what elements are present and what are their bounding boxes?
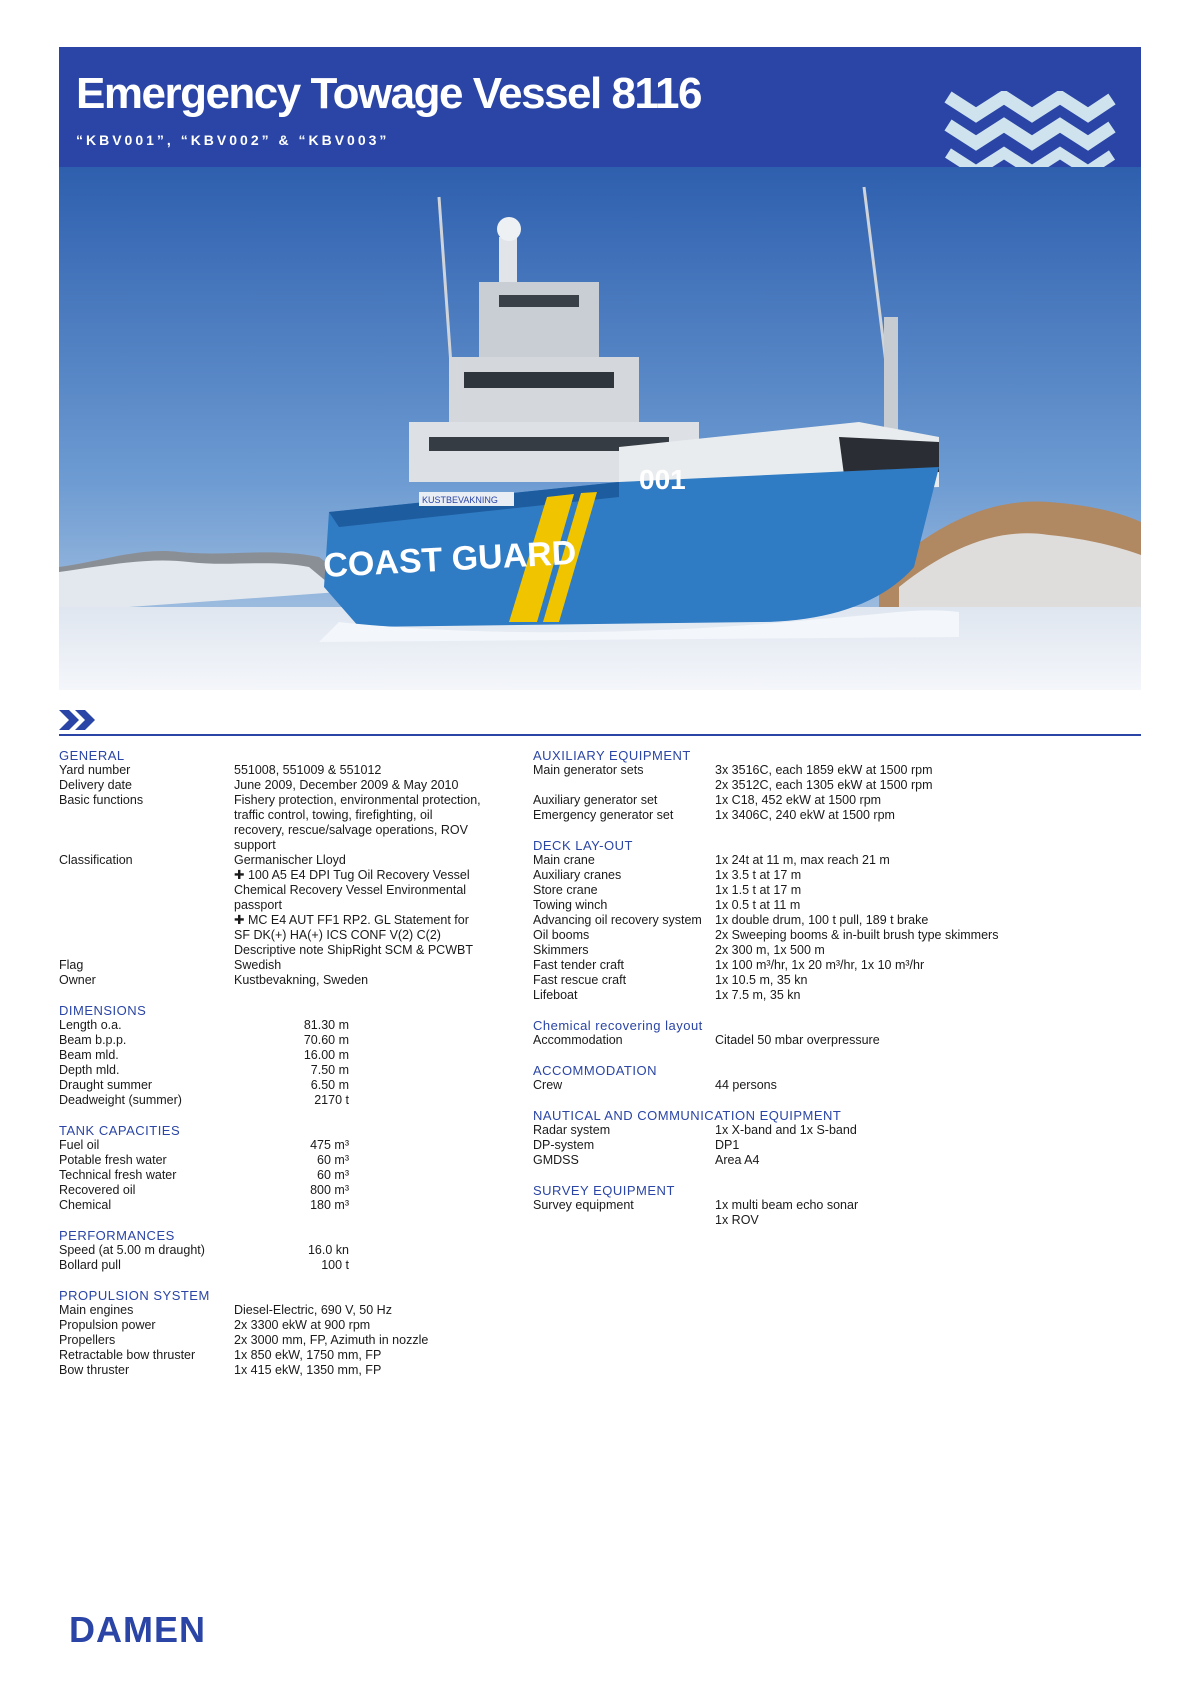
spec-label: Classification <box>59 853 133 867</box>
section-nautical <box>533 1108 1133 1168</box>
chevron-double-icon <box>59 708 99 732</box>
spec-row <box>59 1153 529 1168</box>
spec-label: Oil booms <box>533 928 590 942</box>
spec-value: 475 m³ <box>310 1138 349 1152</box>
spec-row <box>59 1033 529 1048</box>
spec-row <box>533 808 1133 823</box>
left-column <box>59 748 529 1393</box>
spec-label: Auxiliary cranes <box>533 868 622 882</box>
spec-row <box>533 973 1133 988</box>
hull-text: COAST GUARD <box>322 533 578 585</box>
spec-value: 2x 3300 ekW at 900 rpm <box>234 1318 371 1332</box>
section-divider <box>59 734 1141 736</box>
section-title: Chemical recovering layout <box>533 1018 703 1033</box>
spec-label: Delivery date <box>59 778 132 792</box>
section-title: GENERAL <box>59 748 125 763</box>
spec-value: 3x 3516C, each 1859 ekW at 1500 rpm 2x 3512C, each 1305 ekW at 1500 rpm <box>715 763 933 792</box>
spec-value: DP1 <box>715 1138 740 1152</box>
spec-value: 6.50 m <box>310 1078 349 1092</box>
spec-row <box>59 1183 529 1198</box>
spec-row <box>59 793 529 853</box>
spec-label: Fuel oil <box>59 1138 100 1152</box>
spec-row <box>59 1048 529 1063</box>
spec-value: Swedish <box>234 958 282 972</box>
spec-row <box>533 868 1133 883</box>
page-title: Emergency Towage Vessel 8116 <box>76 69 701 118</box>
spec-row <box>59 763 529 778</box>
damen-logo <box>69 1610 239 1650</box>
spec-value: Kustbevakning, Sweden <box>234 973 369 987</box>
spec-value: Area A4 <box>715 1153 760 1167</box>
spec-value: 800 m³ <box>310 1183 349 1197</box>
spec-value: 1x 415 ekW, 1350 mm, FP <box>234 1363 382 1377</box>
spec-row <box>533 928 1133 943</box>
section-title: PERFORMANCES <box>59 1228 175 1243</box>
spec-value: 1x 7.5 m, 35 kn <box>715 988 801 1002</box>
spec-value: 60 m³ <box>317 1153 349 1167</box>
spec-value: 1x 0.5 t at 11 m <box>715 898 801 912</box>
spec-label: Basic functions <box>59 793 144 807</box>
header-banner <box>59 47 1141 167</box>
section-performances <box>59 1228 529 1273</box>
page-subtitle: “KBV001”, “KBV002” & “KBV003” <box>76 132 390 148</box>
section-deck-layout <box>533 838 1133 1003</box>
spec-row <box>533 1198 1133 1228</box>
spec-value: Fishery protection, environmental protection, traffic control, towing, firefighting, oil recovery, rescue/salvage operations, ROV support <box>234 793 481 852</box>
spec-value: 100 t <box>321 1258 349 1272</box>
spec-label: Technical fresh water <box>59 1168 177 1182</box>
spec-row <box>59 958 529 973</box>
spec-label: Propulsion power <box>59 1318 156 1332</box>
spec-label: Recovered oil <box>59 1183 136 1197</box>
spec-label: Propellers <box>59 1333 116 1347</box>
spec-label: Depth mld. <box>59 1063 120 1077</box>
spec-value: 1x 850 ekW, 1750 mm, FP <box>234 1348 382 1362</box>
section-title: AUXILIARY EQUIPMENT <box>533 748 691 763</box>
section-title: DECK LAY-OUT <box>533 838 633 853</box>
spec-value: 2x Sweeping booms & in-built brush type skimmers <box>715 928 999 942</box>
spec-label: Bow thruster <box>59 1363 130 1377</box>
spec-row <box>59 1063 529 1078</box>
spec-value: 1x 10.5 m, 35 kn <box>715 973 808 987</box>
section-title: TANK CAPACITIES <box>59 1123 181 1138</box>
spec-row <box>59 778 529 793</box>
spec-value: 1x 1.5 t at 17 m <box>715 883 802 897</box>
spec-value: 2x 300 m, 1x 500 m <box>715 943 825 957</box>
spec-row <box>59 973 529 988</box>
ship-photo <box>59 167 1141 690</box>
spec-label: Length o.a. <box>59 1018 122 1032</box>
spec-row <box>533 988 1133 1003</box>
spec-value: 1x multi beam echo sonar 1x ROV <box>715 1198 859 1227</box>
spec-value: 1x 3406C, 240 ekW at 1500 rpm <box>715 808 895 822</box>
spec-value: 1x 3.5 t at 17 m <box>715 868 802 882</box>
spec-row <box>59 1018 529 1033</box>
spec-label: Fast rescue craft <box>533 973 627 987</box>
spec-value: Germanischer Lloyd ✚ 100 A5 E4 DPI Tug Oil Recovery Vessel Chemical Recovery Vessel Environmental passport ✚ MC E4 AUT FF1 RP2. GL Statement for SF DK(+) HA(+) ICS CONF V(2) C(2) Descriptive note ShipRight SCM & PCWBT <box>234 853 473 957</box>
spec-label: Main crane <box>533 853 595 867</box>
spec-row <box>59 1198 529 1213</box>
spec-label: Potable fresh water <box>59 1153 167 1167</box>
section-general <box>59 748 529 988</box>
spec-row <box>59 1363 529 1378</box>
spec-label: Store crane <box>533 883 598 897</box>
section-accommodation <box>533 1063 1133 1093</box>
spec-value: 60 m³ <box>317 1168 349 1182</box>
section-dimensions <box>59 1003 529 1108</box>
spec-row <box>533 1078 1133 1093</box>
spec-row <box>533 1033 1133 1048</box>
spec-row <box>59 1168 529 1183</box>
spec-label: Draught summer <box>59 1078 153 1092</box>
spec-label: Radar system <box>533 1123 611 1137</box>
spec-row <box>59 1318 529 1333</box>
spec-value: 551008, 551009 & 551012 <box>234 763 382 777</box>
spec-row <box>59 1078 529 1093</box>
spec-label: DP-system <box>533 1138 595 1152</box>
spec-value: 1x C18, 452 ekW at 1500 rpm <box>715 793 882 807</box>
spec-value: Diesel-Electric, 690 V, 50 Hz <box>234 1303 392 1317</box>
spec-label: Bollard pull <box>59 1258 121 1272</box>
spec-row <box>533 898 1133 913</box>
spec-row <box>533 958 1133 973</box>
spec-row <box>533 1138 1133 1153</box>
spec-row <box>59 1258 529 1273</box>
section-auxiliary-equipment <box>533 748 1133 823</box>
spec-value: 2x 3000 mm, FP, Azimuth in nozzle <box>234 1333 429 1347</box>
right-column <box>533 748 1133 1243</box>
spec-label: Fast tender craft <box>533 958 625 972</box>
spec-value: 2170 t <box>314 1093 349 1107</box>
spec-value: 1x X-band and 1x S-band <box>715 1123 857 1137</box>
hull-number: 001 <box>639 464 686 495</box>
spec-value: 180 m³ <box>310 1198 349 1212</box>
spec-value: 81.30 m <box>303 1018 349 1032</box>
spec-label: Yard number <box>59 763 131 777</box>
spec-label: Beam b.p.p. <box>59 1033 127 1047</box>
spec-row <box>533 1153 1133 1168</box>
section-tank-capacities <box>59 1123 529 1213</box>
spec-label: Lifeboat <box>533 988 578 1002</box>
spec-row <box>533 763 1133 793</box>
spec-row <box>59 1243 529 1258</box>
spec-value: 1x 100 m³/hr, 1x 20 m³/hr, 1x 10 m³/hr <box>715 958 925 972</box>
section-title: NAUTICAL AND COMMUNICATION EQUIPMENT <box>533 1108 842 1123</box>
spec-value: June 2009, December 2009 & May 2010 <box>234 778 459 792</box>
section-propulsion <box>59 1288 529 1378</box>
spec-label: Survey equipment <box>533 1198 634 1212</box>
svg-text:DAMEN: DAMEN <box>69 1610 206 1650</box>
spec-row <box>533 913 1133 928</box>
spec-label: Advancing oil recovery system <box>533 913 702 927</box>
spec-row <box>59 1303 529 1318</box>
spec-label: Main engines <box>59 1303 134 1317</box>
spec-label: Deadweight (summer) <box>59 1093 182 1107</box>
spec-label: GMDSS <box>533 1153 579 1167</box>
wave-logo-icon <box>944 91 1116 173</box>
spec-value: 16.0 kn <box>307 1243 349 1257</box>
spec-value: 16.00 m <box>303 1048 349 1062</box>
spec-label: Auxiliary generator set <box>533 793 658 807</box>
spec-label: Retractable bow thruster <box>59 1348 196 1362</box>
spec-row <box>59 1093 529 1108</box>
spec-row <box>59 1138 529 1153</box>
name-board: KUSTBEVAKNING <box>422 495 498 505</box>
spec-row <box>59 1333 529 1348</box>
spec-label: Speed (at 5.00 m draught) <box>59 1243 205 1257</box>
section-chemical-recovering <box>533 1018 1133 1048</box>
spec-row <box>533 1123 1133 1138</box>
spec-row <box>59 1348 529 1363</box>
spec-value: 1x double drum, 100 t pull, 189 t brake <box>715 913 929 927</box>
spec-label: Skimmers <box>533 943 589 957</box>
section-title: PROPULSION SYSTEM <box>59 1288 210 1303</box>
spec-value: 1x 24t at 11 m, max reach 21 m <box>715 853 890 867</box>
spec-label: Crew <box>533 1078 563 1092</box>
section-title: DIMENSIONS <box>59 1003 147 1018</box>
spec-row <box>533 883 1133 898</box>
spec-label: Owner <box>59 973 96 987</box>
spec-label: Chemical <box>59 1198 112 1212</box>
section-title: SURVEY EQUIPMENT <box>533 1183 675 1198</box>
section-survey <box>533 1183 1133 1228</box>
spec-label: Beam mld. <box>59 1048 119 1062</box>
spec-value: 7.50 m <box>310 1063 349 1077</box>
spec-label: Main generator sets <box>533 763 644 777</box>
spec-value: Citadel 50 mbar overpressure <box>715 1033 880 1047</box>
spec-row <box>533 793 1133 808</box>
section-title: ACCOMMODATION <box>533 1063 657 1078</box>
spec-row <box>533 853 1133 868</box>
spec-row <box>533 943 1133 958</box>
spec-label: Towing winch <box>533 898 608 912</box>
spec-label: Emergency generator set <box>533 808 674 822</box>
spec-row <box>59 853 529 958</box>
spec-label: Accommodation <box>533 1033 623 1047</box>
spec-value: 70.60 m <box>303 1033 349 1047</box>
spec-value: 44 persons <box>715 1078 777 1092</box>
spec-label: Flag <box>59 958 84 972</box>
